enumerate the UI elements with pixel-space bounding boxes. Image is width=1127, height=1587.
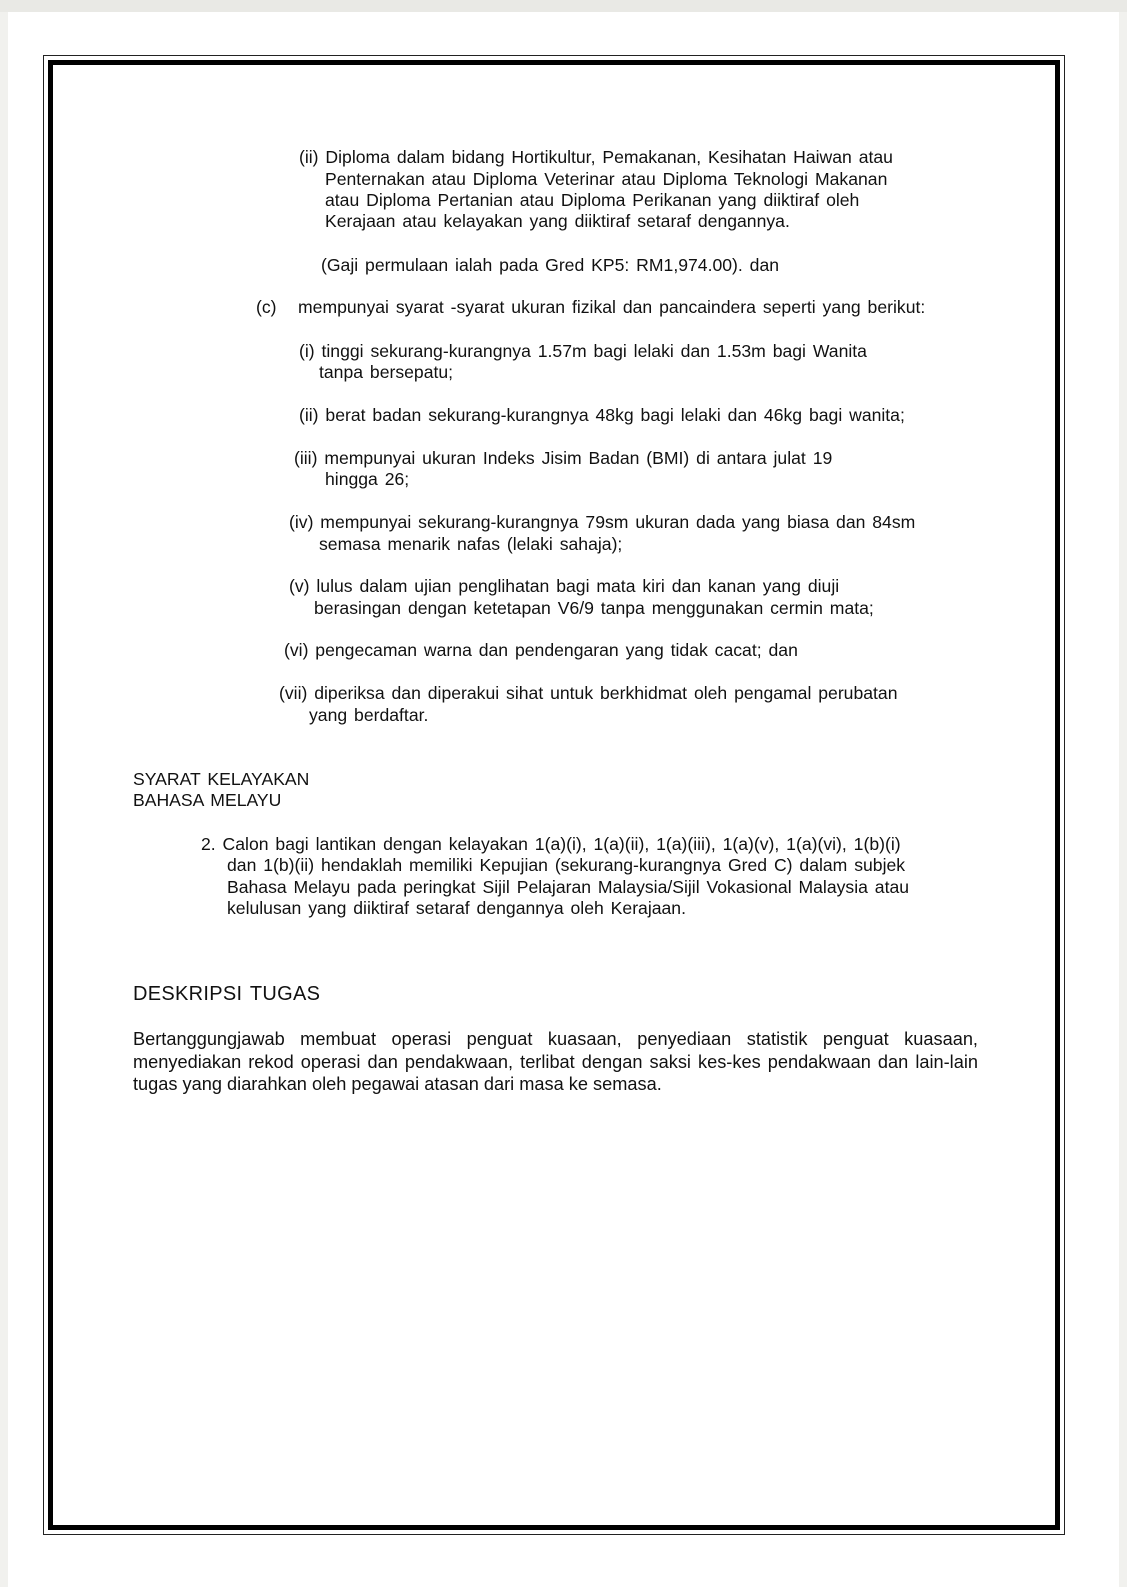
item-ii-diploma-line-2: Penternakan atau Diploma Veterinar atau Diploma Teknologi Makanan bbox=[325, 169, 888, 189]
section-syarat-line-2: BAHASA MELAYU bbox=[133, 790, 282, 810]
item-c-label: (c) bbox=[256, 297, 277, 317]
physical-ii-line-1: (ii) berat badan sekurang-kurangnya 48kg bagi lelaki dan 46kg bagi wanita; bbox=[299, 405, 905, 425]
physical-i-line-1: (i) tinggi sekurang-kurangnya 1.57m bagi lelaki dan 1.53m bagi Wanita bbox=[299, 341, 867, 361]
physical-i-line-2: tanpa bersepatu; bbox=[319, 362, 454, 382]
item-ii-diploma-line-3: atau Diploma Pertanian atau Diploma Perikanan yang diiktiraf oleh bbox=[325, 190, 860, 210]
deskripsi-paragraph: Bertanggungjawab membuat operasi penguat kuasaan, penyediaan statistik penguat kuasaan, menyediakan rekod operasi dan pendakwaan, terlibat dengan saksi kes-kes pendakwaan dan lain-lain tugas yang diarahkan oleh pegawai atasan dari masa ke semasa. bbox=[133, 1029, 978, 1094]
physical-v-line-2: berasingan dengan ketetapan V6/9 tanpa menggunakan cermin mata; bbox=[314, 598, 874, 618]
physical-v-line-1: (v) lulus dalam ujian penglihatan bagi mata kiri dan kanan yang diuji bbox=[289, 576, 840, 596]
item-2-line-4: kelulusan yang diiktiraf setaraf dengannya oleh Kerajaan. bbox=[227, 898, 686, 918]
physical-iii-line-2: hingga 26; bbox=[325, 469, 410, 489]
section-deskripsi-title: DESKRIPSI TUGAS bbox=[133, 983, 321, 1005]
physical-vii-line-1: (vii) diperiksa dan diperakui sihat untuk berkhidmat oleh pengamal perubatan bbox=[279, 683, 898, 703]
item-2-line-2: dan 1(b)(ii) hendaklah memiliki Kepujian (sekurang-kurangnya Gred C) dalam subjek bbox=[227, 855, 906, 875]
item-ii-diploma-line-1: (ii) Diploma dalam bidang Hortikultur, Pemakanan, Kesihatan Haiwan atau bbox=[299, 147, 893, 167]
physical-iii-line-1: (iii) mempunyai ukuran Indeks Jisim Badan (BMI) di antara julat 19 bbox=[294, 448, 833, 468]
physical-iv-line-1: (iv) mempunyai sekurang-kurangnya 79sm ukuran dada yang biasa dan 84sm bbox=[289, 512, 916, 532]
physical-vi-line-1: (vi) pengecaman warna dan pendengaran yang tidak cacat; dan bbox=[284, 640, 798, 660]
item-c-text: mempunyai syarat -syarat ukuran fizikal dan pancaindera seperti yang berikut: bbox=[298, 297, 926, 317]
physical-iv-line-2: semasa menarik nafas (lelaki sahaja); bbox=[319, 534, 623, 554]
section-syarat-line-1: SYARAT KELAYAKAN bbox=[133, 769, 310, 789]
physical-vii-line-2: yang berdaftar. bbox=[309, 705, 429, 725]
viewer-top-bar bbox=[0, 0, 1127, 12]
item-2-line-1: 2. Calon bagi lantikan dengan kelayakan 1(a)(i), 1(a)(ii), 1(a)(iii), 1(a)(v), 1(a)(vi), 1(b)(i) bbox=[201, 834, 901, 854]
item-ii-diploma-line-4: Kerajaan atau kelayakan yang diiktiraf setaraf dengannya. bbox=[325, 211, 790, 231]
salary-note: (Gaji permulaan ialah pada Gred KP5: RM1,974.00). dan bbox=[321, 255, 780, 275]
item-2-line-3: Bahasa Melayu pada peringkat Sijil Pelajaran Malaysia/Sijil Vokasional Malaysia atau bbox=[227, 877, 910, 897]
